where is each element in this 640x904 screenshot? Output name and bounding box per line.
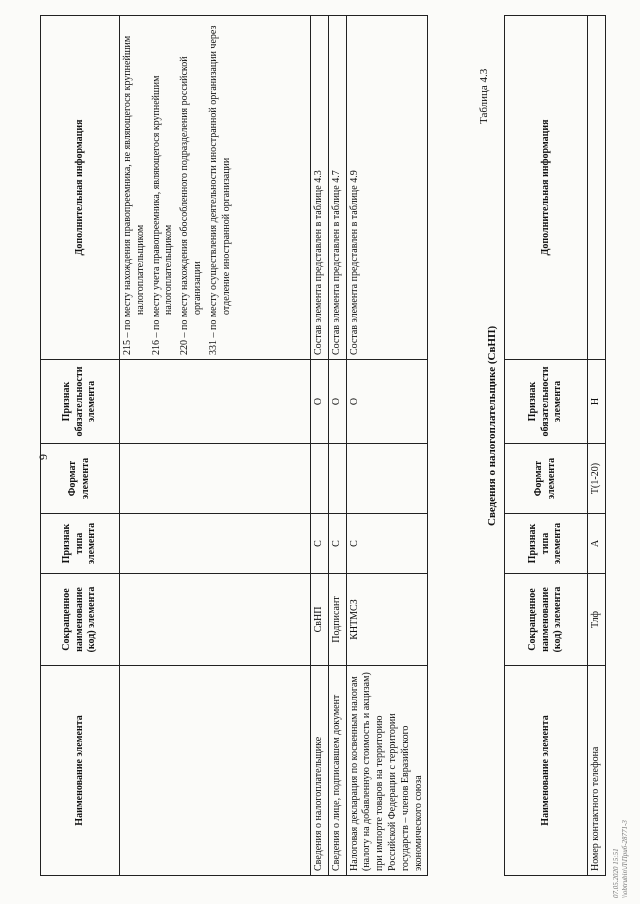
header-format: Формат элемента [41,444,120,514]
cell-required: Н [588,360,606,444]
cell-format [346,444,428,514]
cell-format: T(1-20) [588,444,606,514]
code-item: 216 – по месту учета правопреемника, являющегося крупнейшим налогоплательщиком [150,75,175,355]
cell-type: С [328,514,346,574]
header-short-name: Сокращенное наименование (код) элемента [41,574,120,666]
header-name: Наименование элемента [505,666,588,876]
cell-info [588,16,606,360]
elements-table [40,15,428,876]
file-stamp [612,820,630,898]
table-row [346,16,428,876]
header-format: Формат элемента [505,444,588,514]
header-short-name: Сокращенное наименование (код) элемента [505,574,588,666]
table-label: Таблица 4.3 [478,68,490,124]
table-row [328,16,346,876]
stamp-date: 07.05.2020 15:51 [612,848,620,898]
cell-code: Тлф [588,574,606,666]
code-item: 215 – по месту нахождения правопреемника, не являющегося крупнейшим налогоплательщиком [122,35,146,355]
table-row [120,16,311,876]
cell-info: Состав элемента представлен в таблице 4.7 [328,16,346,360]
cell-type: С [346,514,428,574]
cell-required: О [346,360,428,444]
code-list [120,16,311,360]
cell-format [328,444,346,514]
table-header-row [41,16,120,876]
code-item: 220 – по месту нахождения обособленного подразделения российской организации [179,56,203,355]
table-row [311,16,329,876]
cell-required: О [328,360,346,444]
cell-info: Состав элемента представлен в таблице 4.9 [346,16,428,360]
taxpayer-table [504,15,606,876]
header-type: Признак типа элемента [41,514,120,574]
header-name: Наименование элемента [41,666,120,876]
page-number: 9 [36,454,50,460]
table-row [588,16,606,876]
header-type: Признак типа элемента [505,514,588,574]
cell-code: СвНП [311,574,329,666]
header-info: Дополнительная информация [505,16,588,360]
code-item: 331 – по месту осуществления деятельности иностранной организации через отделение иностранной организации [207,25,232,355]
cell-required: О [311,360,329,444]
cell-name: Номер контактного телефона [588,666,606,876]
cell-info: Состав элемента представлен в таблице 4.3 [311,16,329,360]
cell-code: Подписант [328,574,346,666]
table-header-row [505,16,588,876]
cell-name: Сведения о лице, подписавшем документ [328,666,346,876]
cell-type: С [311,514,329,574]
header-required: Признак обязательности элемента [505,360,588,444]
header-info: Дополнительная информация [41,16,120,360]
cell-name: Сведения о налогоплательщике [311,666,329,876]
header-required: Признак обязательности элемента [41,360,120,444]
cell-code: КНТМСЗ [346,574,428,666]
cell-type: А [588,514,606,574]
cell-name: Налоговая декларация по косвенным налогам (налогу на добавленную стоимость и акцизам) при импорте товаров на территорию Российской Федерации с территории государств – членов Евразийского экономического союза [346,666,428,876]
table-title: Сведения о налогоплательщике (СвНП) [486,325,498,526]
stamp-path: \\obtrubin\Л\Приб-28771-3 [620,820,629,898]
cell-format [311,444,329,514]
